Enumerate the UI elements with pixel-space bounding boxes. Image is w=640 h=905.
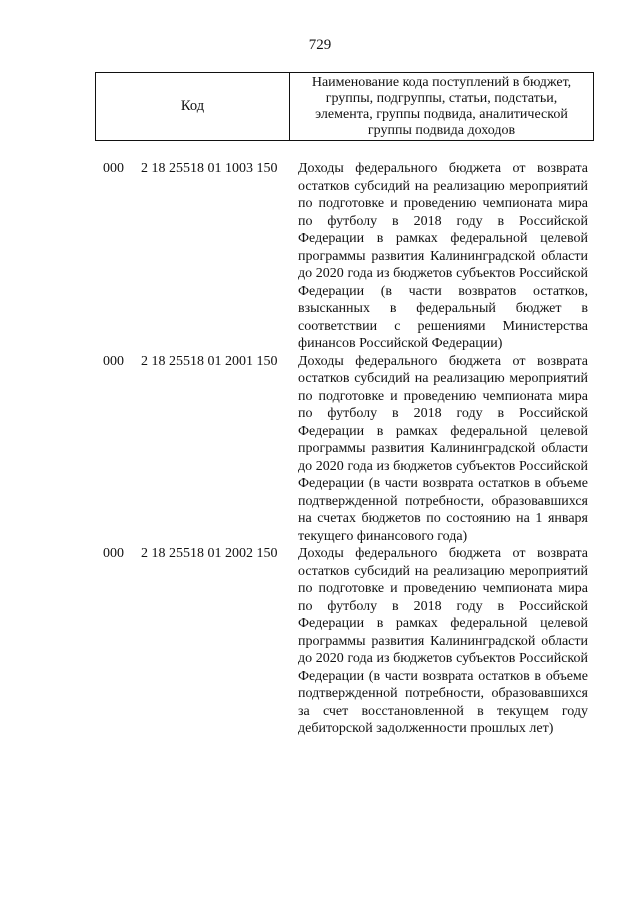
table-row bbox=[0, 545, 640, 738]
admin-code: 000 bbox=[103, 353, 124, 369]
admin-code: 000 bbox=[103, 161, 124, 176]
income-code: 2 18 25518 01 2001 150 bbox=[141, 353, 278, 369]
income-code: 2 18 25518 01 2002 150 bbox=[141, 546, 278, 561]
table-header bbox=[95, 72, 594, 141]
table-row bbox=[0, 160, 640, 353]
income-description: Доходы федерального бюджета от возврата остатков субсидий на реализацию мероприятий по подготовке и проведению чемпионата мира по футболу в 2018 году в Российской Федерации в рамках федеральной целевой программы развития Калининградской области до 2020 года из бюджетов субъектов Российской Федерации (в части возвратов остатков, взысканных в федеральный бюджет в соответствии с решениями Министерства финансов Российской Федерации) bbox=[298, 161, 588, 351]
page-number: 729 bbox=[308, 37, 332, 53]
column-header-name: Наименование кода поступлений в бюджет, группы, подгруппы, статьи, подстатьи, элемента, группы подвида, аналитической группы подвида доходов bbox=[311, 74, 572, 138]
column-header-code: Код bbox=[96, 73, 290, 140]
income-description: Доходы федерального бюджета от возврата остатков субсидий на реализацию мероприятий по подготовке и проведению чемпионата мира по футболу в 2018 году в Российской Федерации в рамках федеральной целевой программы развития Калининградской области до 2020 года из бюджетов субъектов Российской Федерации (в части возврата остатков в объеме подтвержденной потребности, образовавшихся за счет восстановленной в текущем году дебиторской задолженности прошлых лет) bbox=[298, 546, 588, 736]
table-body bbox=[0, 160, 640, 738]
income-code: 2 18 25518 01 1003 150 bbox=[141, 161, 278, 176]
income-description: Доходы федерального бюджета от возврата остатков субсидий на реализацию мероприятий по подготовке и проведению чемпионата мира по футболу в 2018 году в Российской Федерации в рамках федеральной целевой программы развития Калининградской области до 2020 года из бюджетов субъектов Российской Федерации (в части возврата остатков в объеме подтвержденной потребности, образовавшихся на счетах бюджетов по состоянию на 1 января текущего финансового года) bbox=[298, 353, 588, 544]
admin-code: 000 bbox=[103, 546, 124, 561]
table-row bbox=[0, 353, 640, 546]
